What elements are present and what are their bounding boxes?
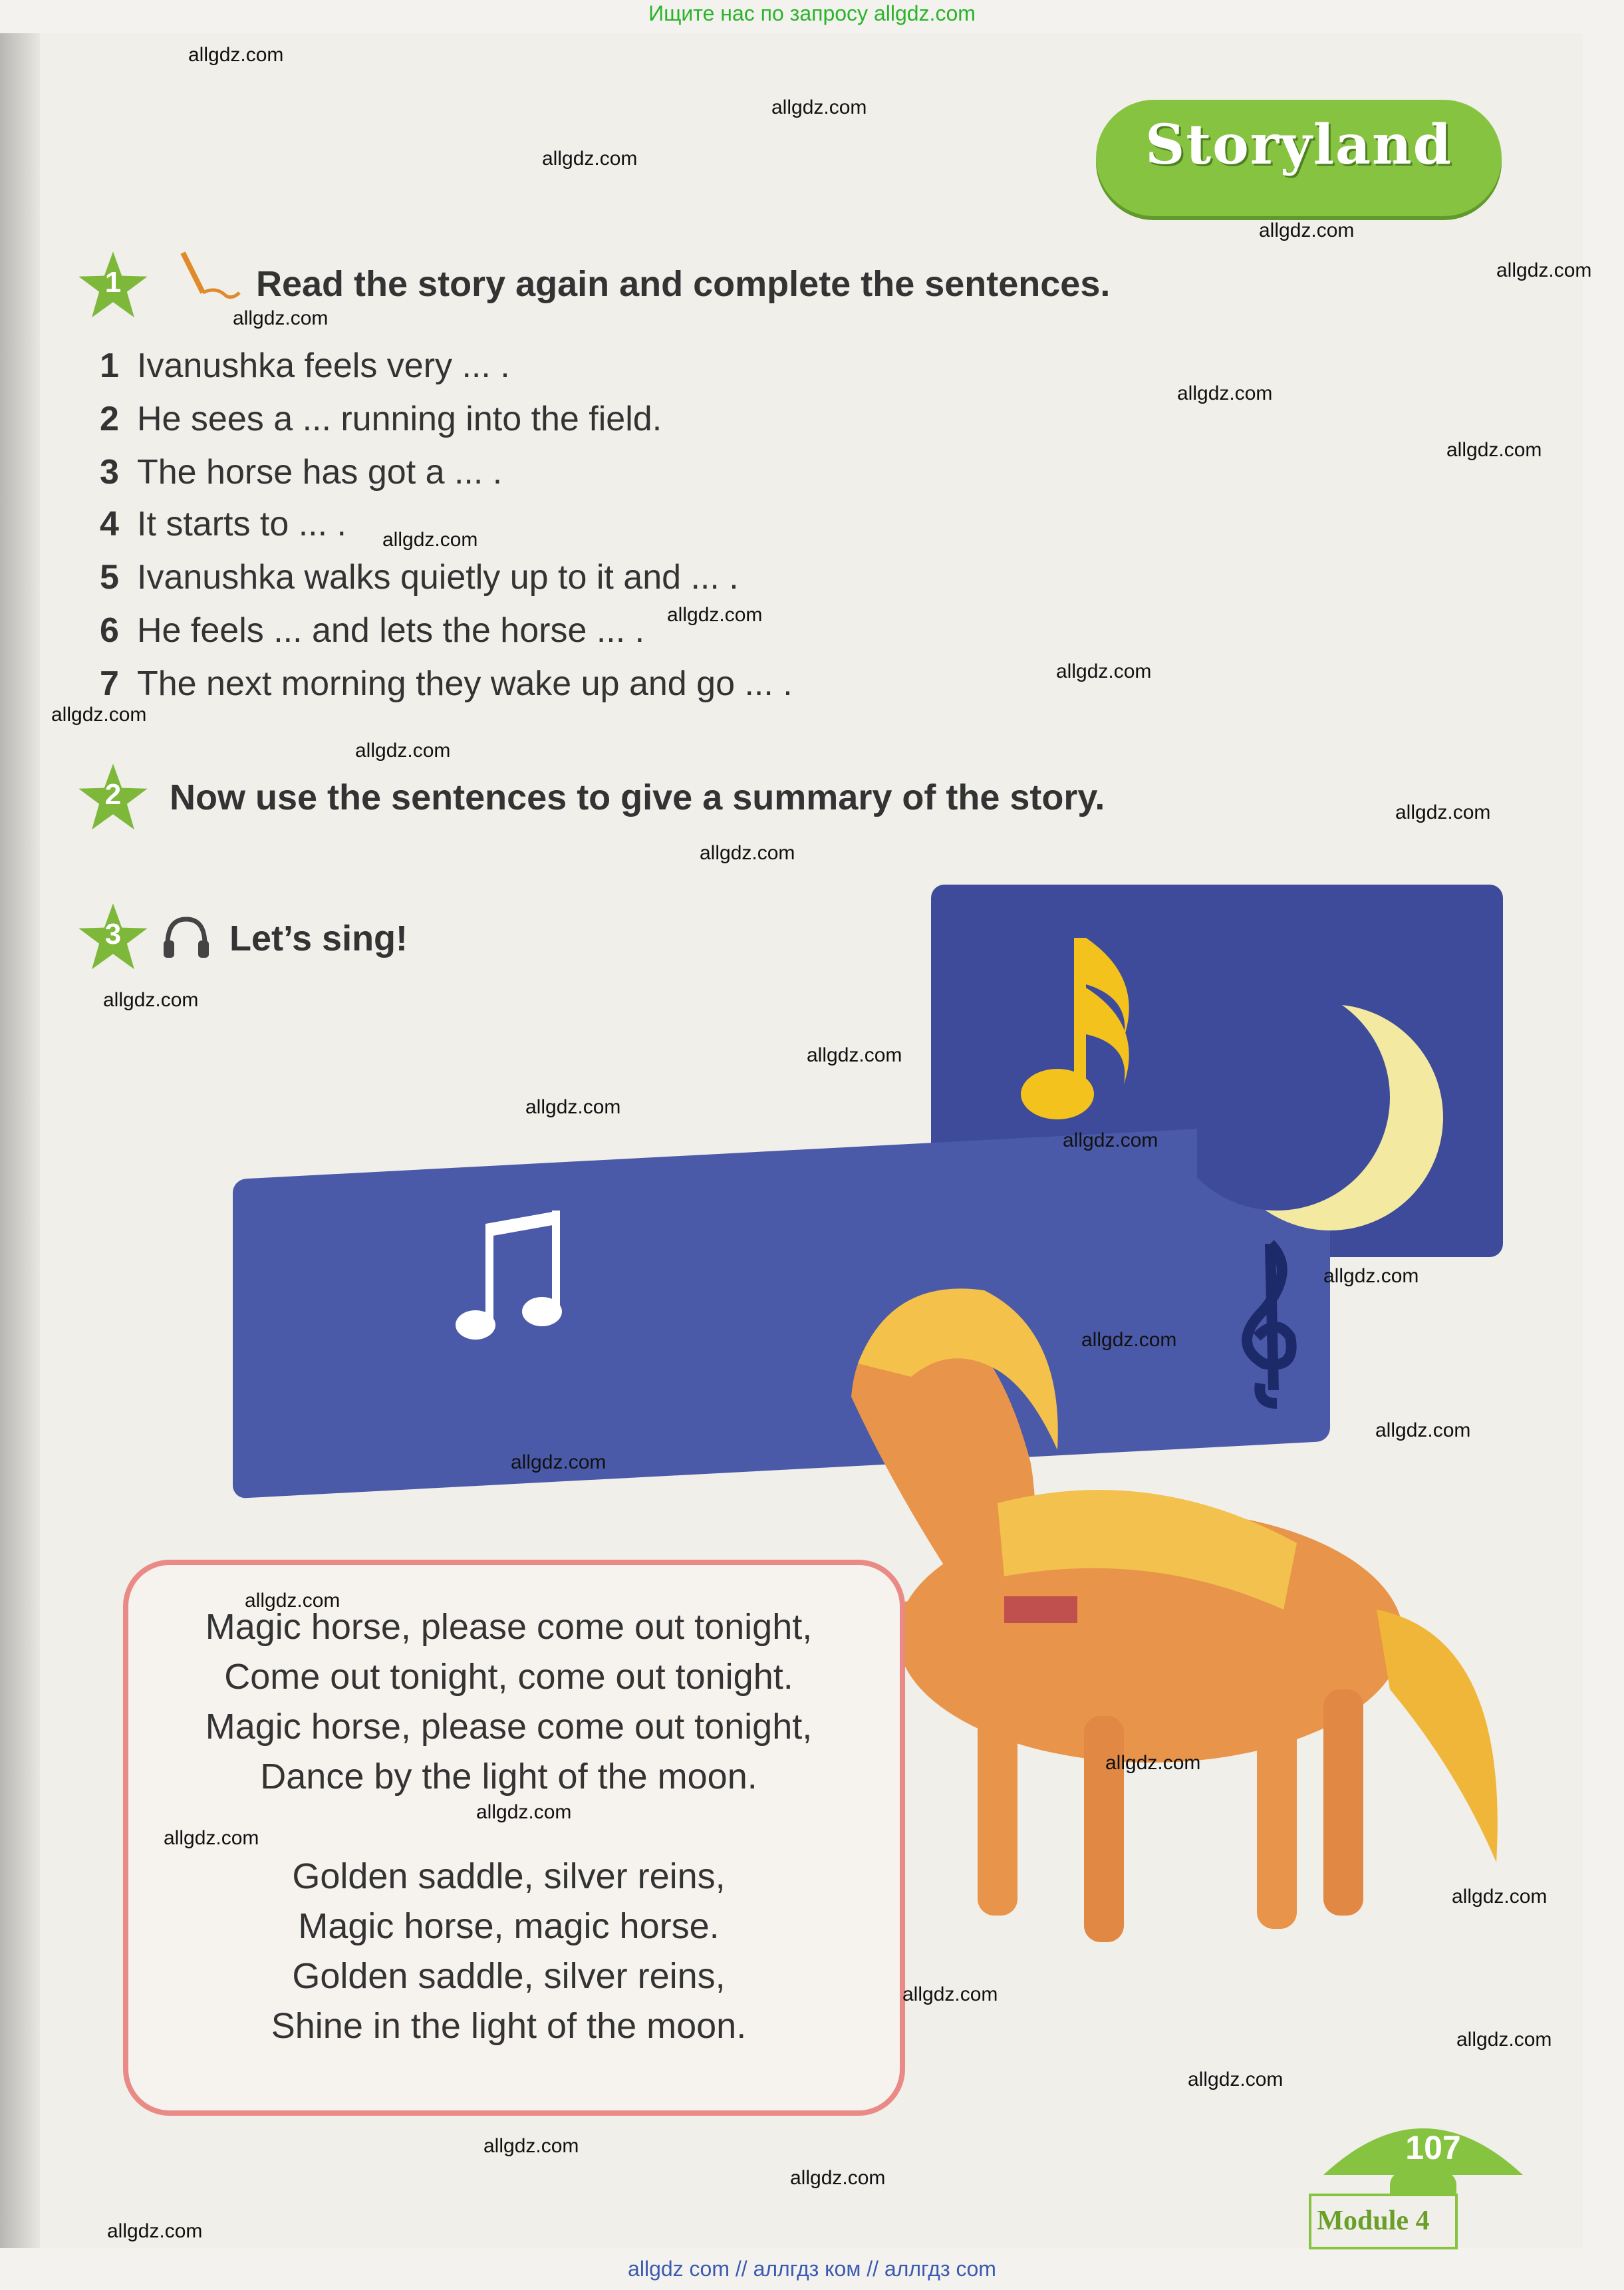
watermark: allgdz.com <box>245 1590 340 1612</box>
watermark: allgdz.com <box>790 2167 886 2189</box>
watermark: allgdz.com <box>103 989 199 1011</box>
crescent-moon-icon <box>1197 984 1463 1250</box>
watermark: allgdz.com <box>107 2220 203 2242</box>
bottom-link[interactable]: allgdz com // аллгдз ком // аллгдз com <box>628 2257 996 2281</box>
watermark: allgdz.com <box>1395 801 1491 823</box>
watermark: allgdz.com <box>1456 2029 1552 2051</box>
watermark: allgdz.com <box>51 704 147 726</box>
watermark: allgdz.com <box>1323 1265 1419 1287</box>
white-notes-icon <box>452 1204 579 1350</box>
watermark: allgdz.com <box>382 529 478 551</box>
watermark: allgdz.com <box>525 1096 621 1118</box>
sentence-6: 6 He feels ... and lets the horse ... . <box>100 611 645 650</box>
eighth-notes-icon <box>1011 925 1157 1137</box>
watermark: allgdz.com <box>1063 1129 1158 1151</box>
song-line: Magic horse, magic horse. <box>298 1906 720 1946</box>
sentence-3: 3 The horse has got a ... . <box>100 453 503 492</box>
sentence-5: 5 Ivanushka walks quietly up to it and ... . <box>100 558 739 597</box>
song-line: Golden saddle, silver reins, <box>292 1956 726 1996</box>
watermark: allgdz.com <box>1177 382 1273 404</box>
watermark: allgdz.com <box>1081 1329 1177 1351</box>
song-line: Come out tonight, come out tonight. <box>224 1657 793 1697</box>
watermark: allgdz.com <box>1446 439 1542 461</box>
watermark: allgdz.com <box>542 148 638 170</box>
exercise-3-heading: Let’s sing! <box>229 919 408 958</box>
watermark: allgdz.com <box>233 307 329 329</box>
exercise-1-heading: Read the story again and complete the sentences. <box>256 264 1111 304</box>
top-link[interactable]: Ищите нас по запросу allgdz.com <box>648 1 976 25</box>
watermark: allgdz.com <box>807 1044 902 1066</box>
watermark: allgdz.com <box>188 44 284 66</box>
sentence-1: 1 Ivanushka feels very ... . <box>100 347 510 385</box>
song-line: Magic horse, please come out tonight, <box>205 1707 813 1747</box>
storyland-title: Storyland <box>1145 113 1452 177</box>
module-label: Module 4 <box>1317 2206 1430 2236</box>
exercise-2-number: 2 <box>104 778 122 811</box>
watermark: allgdz.com <box>476 1801 572 1823</box>
watermark: allgdz.com <box>902 1983 998 2005</box>
watermark: allgdz.com <box>483 2135 579 2157</box>
exercise-1-number: 1 <box>104 266 122 299</box>
song-line: Shine in the light of the moon. <box>271 2006 747 2046</box>
watermark: allgdz.com <box>771 96 867 118</box>
watermark: allgdz.com <box>355 740 451 762</box>
watermark: allgdz.com <box>1105 1752 1201 1774</box>
watermark: allgdz.com <box>1496 259 1592 281</box>
watermark: allgdz.com <box>1452 1886 1548 1908</box>
song-line: Magic horse, please come out tonight, <box>205 1607 813 1647</box>
watermark: allgdz.com <box>1259 219 1355 241</box>
sentence-7: 7 The next morning they wake up and go ... . <box>100 664 793 703</box>
watermark: allgdz.com <box>1188 2069 1284 2090</box>
watermark: allgdz.com <box>164 1827 259 1849</box>
song-line: Dance by the light of the moon. <box>260 1757 757 1796</box>
pencil-icon <box>170 246 243 306</box>
watermark: allgdz.com <box>1056 660 1152 682</box>
headphones-icon <box>160 911 213 964</box>
page-number: 107 <box>1405 2129 1461 2166</box>
sentence-4: 4 It starts to ... . <box>100 505 346 543</box>
watermark: allgdz.com <box>1375 1419 1471 1441</box>
watermark: allgdz.com <box>667 604 763 626</box>
song-line: Golden saddle, silver reins, <box>292 1856 726 1896</box>
watermark: allgdz.com <box>700 842 795 864</box>
exercise-2-heading: Now use the sentences to give a summary of the story. <box>170 778 1105 817</box>
exercise-3-number: 3 <box>104 918 122 950</box>
watermark: allgdz.com <box>511 1451 607 1473</box>
sentence-2: 2 He sees a ... running into the field. <box>100 400 662 438</box>
